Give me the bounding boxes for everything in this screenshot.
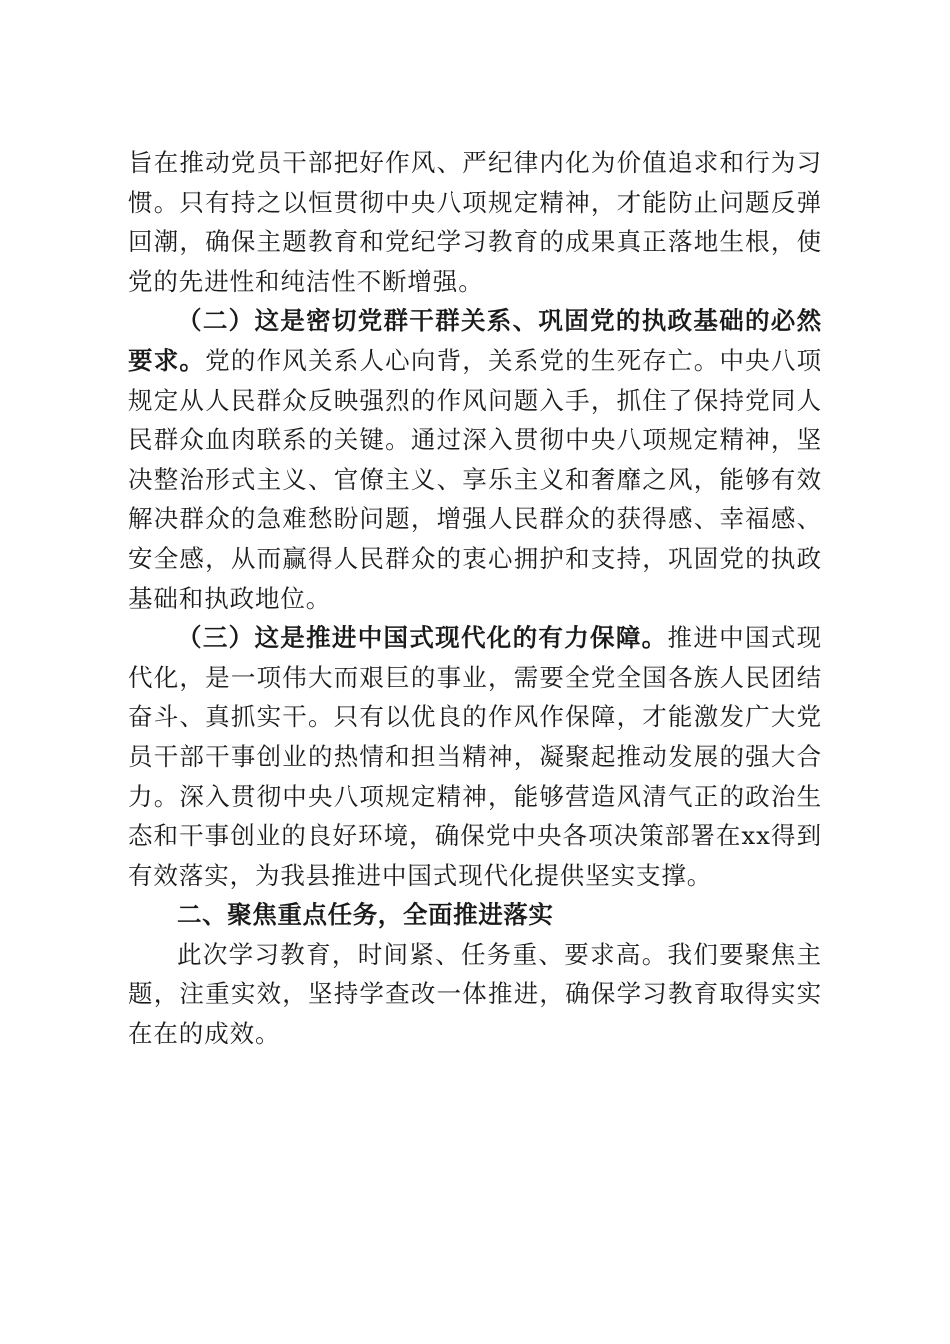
paragraph-continuation: 旨在推动党员干部把好作风、严纪律内化为价值追求和行为习惯。只有持之以恒贯彻中央八项规定精神，才能防止问题反弹回潮，确保主题教育和党纪学习教育的成果真正落地生根，使党的先进性和纯洁性不断增强。 bbox=[128, 148, 822, 296]
subsection-two-body: 党的作风关系人心向背，关系党的生死存亡。中央八项规定从人民群众反映强烈的作风问题入手，抓住了保持党同人民群众血肉联系的关键。通过深入贯彻中央八项规定精神，坚决整治形式主义、官僚主义、享乐主义和奢靡之风，能够有效解决群众的急难愁盼问题，增强人民群众的获得感、幸福感、安全感，从而赢得人民群众的衷心拥护和支持，巩固党的执政基础和执政地位。 bbox=[128, 345, 822, 613]
subsection-three-lead: （三）这是推进中国式现代化的有力保障。 bbox=[177, 623, 668, 653]
section-intro-paragraph: 此次学习教育，时间紧、任务重、要求高。我们要聚焦主题，注重实效，坚持学查改一体推进，确保学习教育取得实实在在的成效。 bbox=[128, 939, 822, 1049]
subsection-two-paragraph bbox=[128, 301, 822, 618]
subsection-three-body: 推进中国式现代化，是一项伟大而艰巨的事业，需要全党全国各族人民团结奋斗、真抓实干。只有以优良的作风作保障，才能激发广大党员干部干事创业的热情和担当精神，凝聚起推动发展的强大合力。深入贯彻中央八项规定精神，能够营造风清气正的政治生态和干事创业的良好环境，确保党中央各项决策部署在xx得到有效落实，为我县推进中国式现代化提供坚实支撑。 bbox=[128, 623, 822, 890]
section-heading: 二、聚焦重点任务，全面推进落实 bbox=[177, 900, 554, 930]
document-body bbox=[128, 143, 822, 1054]
subsection-three-paragraph bbox=[128, 618, 822, 895]
subsection-two-lead: （二）这是密切党群干群关系、巩固党的执政基础的必然要求。 bbox=[128, 306, 822, 375]
